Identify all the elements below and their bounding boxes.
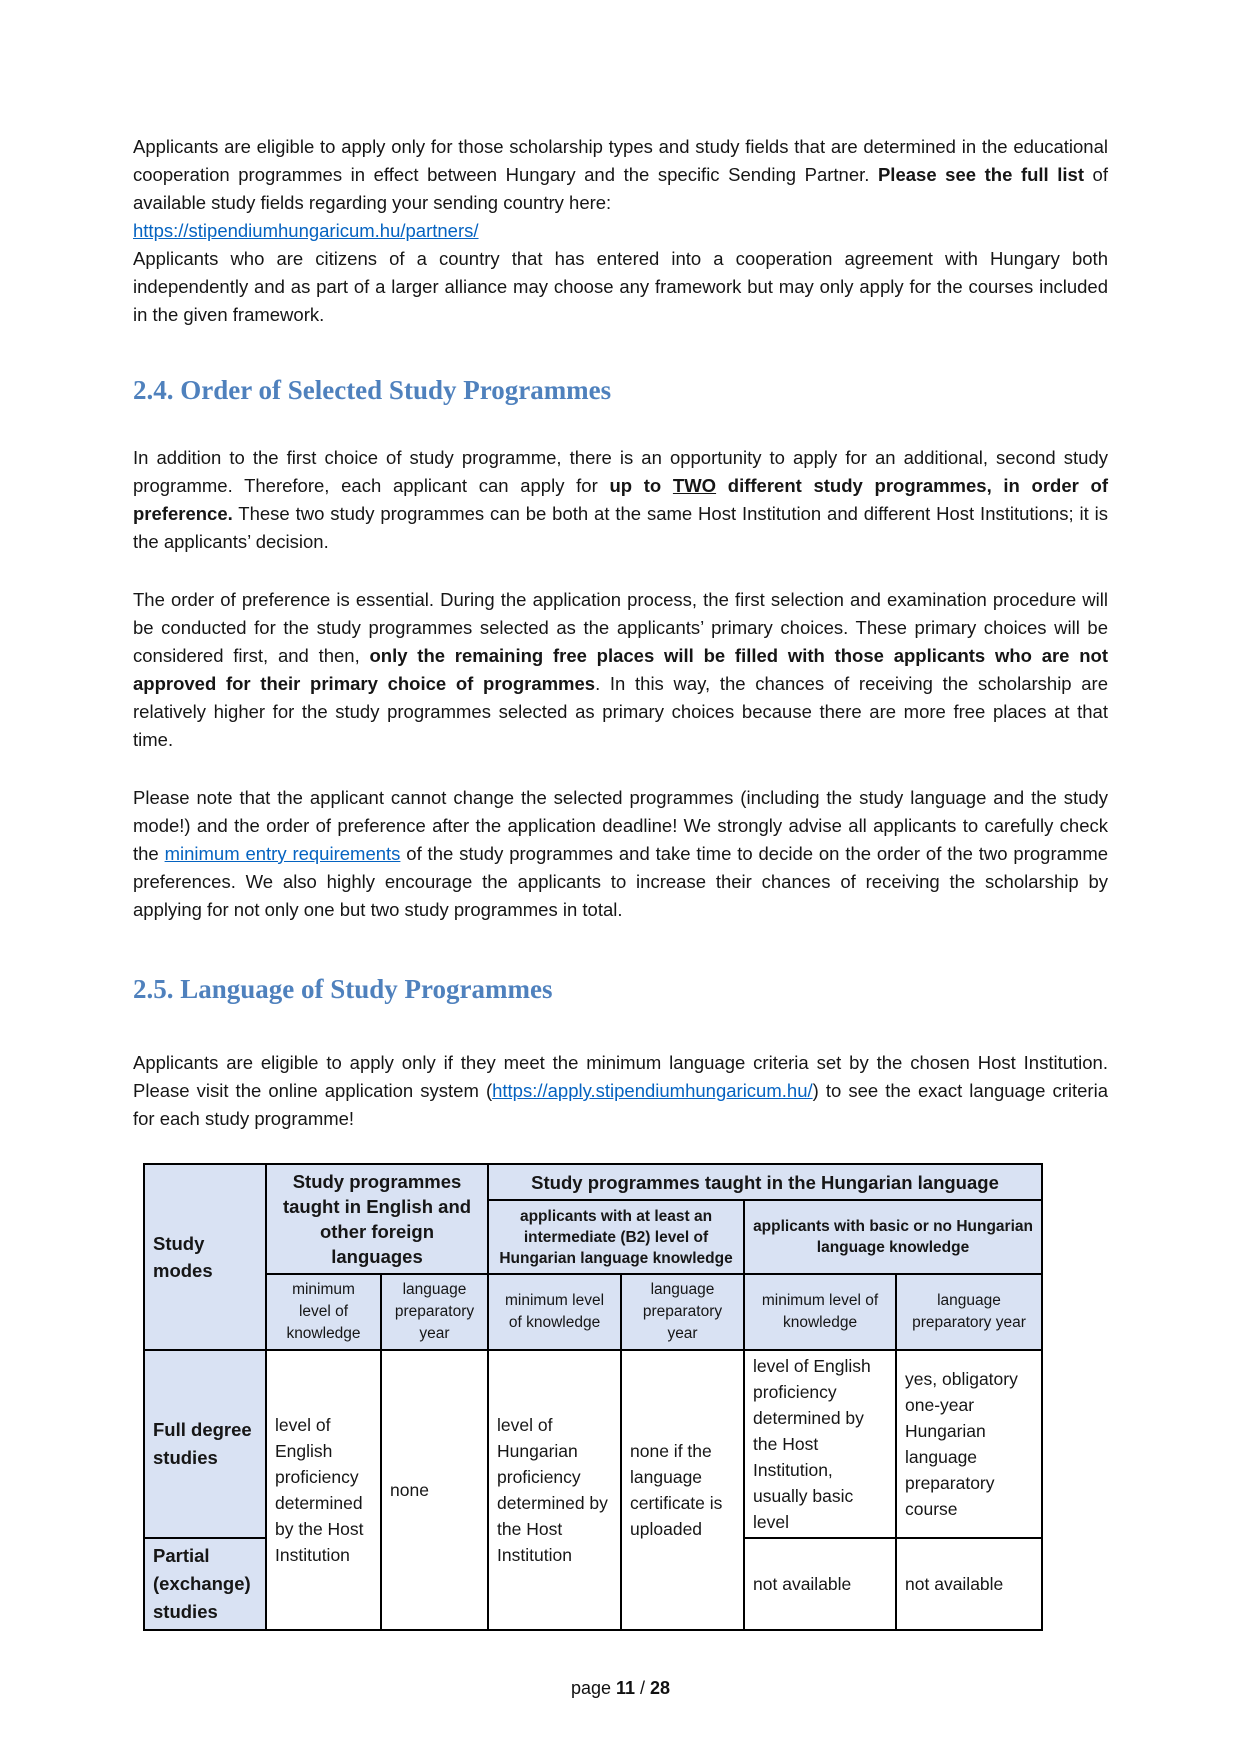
footer-prefix: page xyxy=(570,1678,616,1698)
section-2-4-heading: 2.4. Order of Selected Study Programmes xyxy=(133,375,612,405)
footer-separator: / xyxy=(635,1678,651,1698)
intro-paragraph-1 xyxy=(133,133,1108,245)
s24-paragraph-3 xyxy=(133,784,1108,924)
cell-basic-level-partial: not available xyxy=(744,1538,896,1630)
row-header-full-degree: Full degree studies xyxy=(144,1350,266,1538)
col-header-min-knowledge-b2: minimum level of knowledge xyxy=(488,1274,621,1350)
hyperlink[interactable]: minimum entry requirements xyxy=(164,843,401,864)
row-header-partial-exchange: Partial (exchange) studies xyxy=(144,1538,266,1630)
col-header-min-knowledge-basic: minimum level of knowledge xyxy=(744,1274,896,1350)
footer-total-pages: 28 xyxy=(650,1678,671,1698)
text-run: Applicants are eligible to apply only if they meet the minimum language criteria set by the chosen Host Institution. Please visit the online application system ( xyxy=(133,1052,1108,1101)
text-run: ) to see the exact language criteria for each study programme! xyxy=(133,1080,1108,1129)
text-run: Please see the full list xyxy=(877,164,1084,185)
s24-paragraph-2 xyxy=(133,586,1108,754)
cell-basic-prep-full-degree: yes, obligatory one-year Hungarian language preparatory course xyxy=(896,1350,1042,1538)
intro-paragraph-2 xyxy=(133,245,1108,329)
col-header-min-knowledge-english: minimum level of knowledge xyxy=(266,1274,381,1350)
basic-subgroup-header: applicants with basic or no Hungarian language knowledge xyxy=(744,1200,1042,1274)
s25-paragraph-1 xyxy=(133,1049,1108,1133)
hyperlink[interactable]: https://apply.stipendiumhungaricum.hu/ xyxy=(492,1080,813,1101)
text-run: up to xyxy=(609,475,673,496)
footer-page-number: 11 xyxy=(615,1678,636,1698)
cell-basic-prep-partial: not available xyxy=(896,1538,1042,1630)
page-footer xyxy=(0,1678,1241,1699)
text-run: Please note that the applicant cannot change the selected programmes (including the study language and the study mode!) and the order of preference after the application deadline! We strongly advise all applicants to carefully check the xyxy=(133,787,1108,864)
text-run: of available study fields regarding your sending country here: xyxy=(133,164,1108,213)
text-run: In addition to the first choice of study programme, there is an opportunity to apply for an additional, second study programme. Therefore, each applicant can apply for xyxy=(133,447,1108,496)
col-header-prep-year-english: language preparatory year xyxy=(381,1274,488,1350)
study-modes-header-cell: Study modes xyxy=(144,1164,266,1350)
s24-paragraph-1 xyxy=(133,444,1108,556)
table-row-full-degree xyxy=(144,1350,1042,1538)
table-header-row-columns xyxy=(144,1274,1042,1350)
hungarian-group-header: Study programmes taught in the Hungarian language xyxy=(488,1164,1042,1200)
text-run: These two study programmes can be both at the same Host Institution and different Host Institutions; it is the applicants’ decision. xyxy=(133,503,1108,552)
cell-english-prep-year: none xyxy=(381,1350,488,1630)
english-group-header: Study programmes taught in English and other foreign languages xyxy=(266,1164,488,1274)
col-header-prep-year-basic: language preparatory year xyxy=(896,1274,1042,1350)
cell-hungarian-b2-level: level of Hungarian proficiency determined by the Host Institution xyxy=(488,1350,621,1630)
table-header-row-groups xyxy=(144,1164,1042,1200)
text-run: . In this way, the chances of receiving the scholarship are relatively higher for the study programmes selected as primary choices because there are more free places at that time. xyxy=(133,673,1109,750)
language-criteria-table xyxy=(143,1163,1043,1631)
text-run: Applicants who are citizens of a country that has entered into a cooperation agreement with Hungary both independently and as part of a larger alliance may choose any framework but may only apply for the courses included in the given framework. xyxy=(133,248,1108,325)
text-run: different study programmes, in order of preference. xyxy=(133,475,1109,524)
text-run: TWO xyxy=(672,475,717,496)
hyperlink[interactable]: https://stipendiumhungaricum.hu/partners/ xyxy=(133,220,479,241)
b2-subgroup-header: applicants with at least an intermediate (B2) level of Hungarian language knowledge xyxy=(488,1200,744,1274)
cell-hungarian-b2-prep-year: none if the language certificate is uploaded xyxy=(621,1350,744,1630)
cell-basic-level-full-degree: level of English proficiency determined by the Host Institution, usually basic level xyxy=(744,1350,896,1538)
text-run: Applicants are eligible to apply only for those scholarship types and study fields that are determined in the educational cooperation programmes in effect between Hungary and the specific Sending Partner. xyxy=(133,136,1108,185)
col-header-prep-year-b2: language preparatory year xyxy=(621,1274,744,1350)
cell-english-level: level of English proficiency determined by the Host Institution xyxy=(266,1350,381,1630)
text-run: of the study programmes and take time to decide on the order of the two programme preferences. We also highly encourage the applicants to increase their chances of receiving the scholarship by applying for not only one but two study programmes in total. xyxy=(133,843,1109,920)
text-run: only the remaining free places will be filled with those applicants who are not approved for their primary choice of programmes xyxy=(133,645,1108,694)
text-run: The order of preference is essential. During the application process, the first selection and examination procedure will be conducted for the study programmes selected as the applicants’ primary choices. These primary choices will be considered first, and then, xyxy=(133,589,1108,666)
section-2-5-heading: 2.5. Language of Study Programmes xyxy=(133,974,553,1004)
